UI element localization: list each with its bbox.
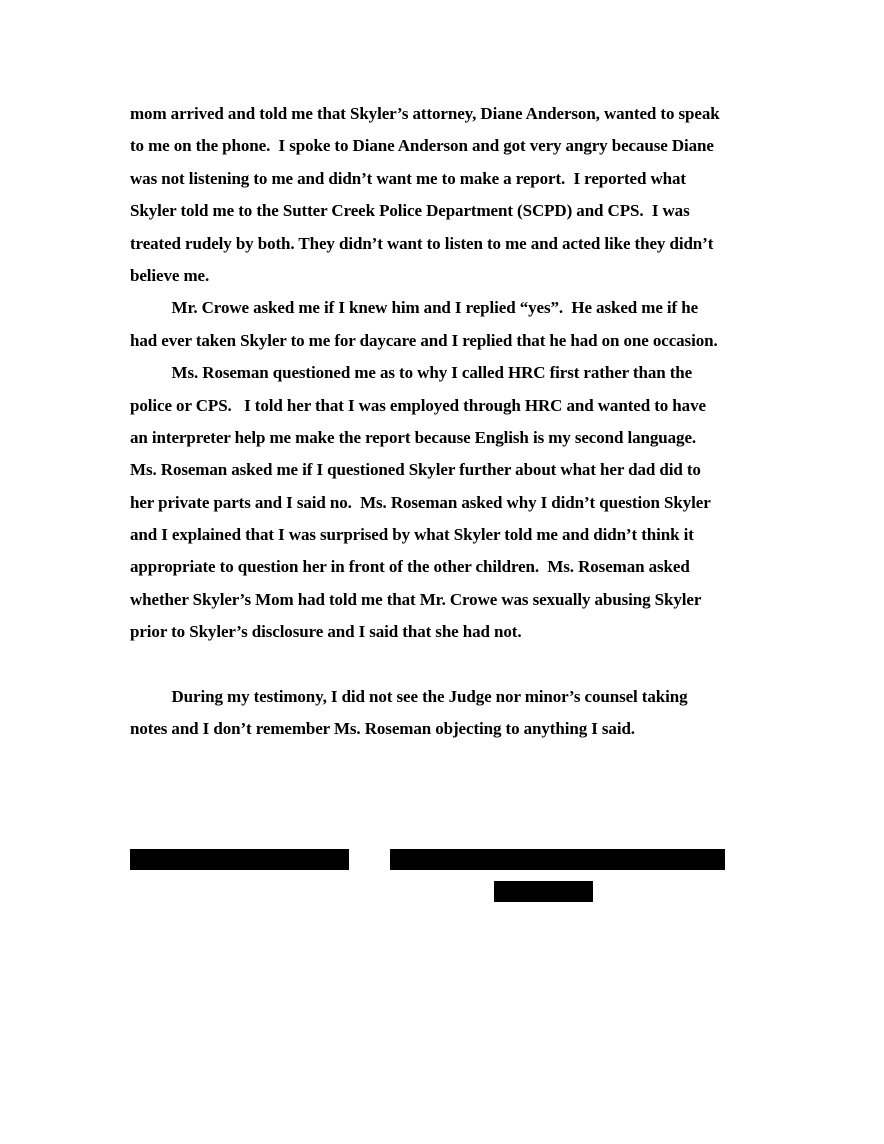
signature-redaction-right — [390, 849, 725, 870]
paragraph-3-line-2: police or CPS. I told her that I was employed through HRC and wanted to have — [130, 395, 706, 415]
signature-redaction-center — [494, 881, 593, 902]
paragraph-3-line-6: and I explained that I was surprised by what Skyler told me and didn’t think it — [130, 525, 694, 545]
body-text — [130, 98, 770, 746]
paragraph-3-line-9: prior to Skyler’s disclosure and I said that she had not. — [130, 622, 522, 642]
paragraph-4-line-2: notes and I don’t remember Ms. Roseman objecting to anything I said. — [130, 719, 635, 739]
paragraph-2-line-1: Mr. Crowe asked me if I knew him and I replied “yes”. He asked me if he — [130, 298, 699, 318]
paragraph-1-line-3: was not listening to me and didn’t want me to make a report. I reported what — [130, 168, 686, 188]
paragraph-3-line-7: appropriate to question her in front of the other children. Ms. Roseman asked — [130, 557, 690, 577]
paragraph-1-line-2: to me on the phone. I spoke to Diane Anderson and got very angry because Diane — [130, 136, 714, 156]
paragraph-3-line-3: an interpreter help me make the report because English is my second language. — [130, 427, 697, 447]
paragraph-4-line-1: During my testimony, I did not see the Judge nor minor’s counsel taking — [130, 687, 688, 707]
paragraph-1-line-4: Skyler told me to the Sutter Creek Police Department (SCPD) and CPS. I was — [130, 201, 690, 221]
paragraph-spacer — [130, 649, 770, 681]
paragraph-3-line-1: Ms. Roseman questioned me as to why I called HRC first rather than the — [130, 363, 693, 383]
paragraph-3-line-8: whether Skyler’s Mom had told me that Mr. Crowe was sexually abusing Skyler — [130, 589, 702, 609]
paragraph-1-line-1: mom arrived and told me that Skyler’s attorney, Diane Anderson, wanted to speak — [130, 104, 720, 123]
paragraph-1-line-6: believe me. — [130, 265, 210, 285]
signature-redaction-left — [130, 849, 349, 870]
paragraph-1-line-5: treated rudely by both. They didn’t want to listen to me and acted like they didn’t — [130, 233, 714, 253]
paragraph-3-line-5: her private parts and I said no. Ms. Roseman asked why I didn’t question Skyler — [130, 492, 711, 512]
paragraph-2-line-2: had ever taken Skyler to me for daycare and I replied that he had on one occasion. — [130, 330, 718, 350]
paragraph-3-line-4: Ms. Roseman asked me if I questioned Skyler further about what her dad did to — [130, 460, 701, 480]
